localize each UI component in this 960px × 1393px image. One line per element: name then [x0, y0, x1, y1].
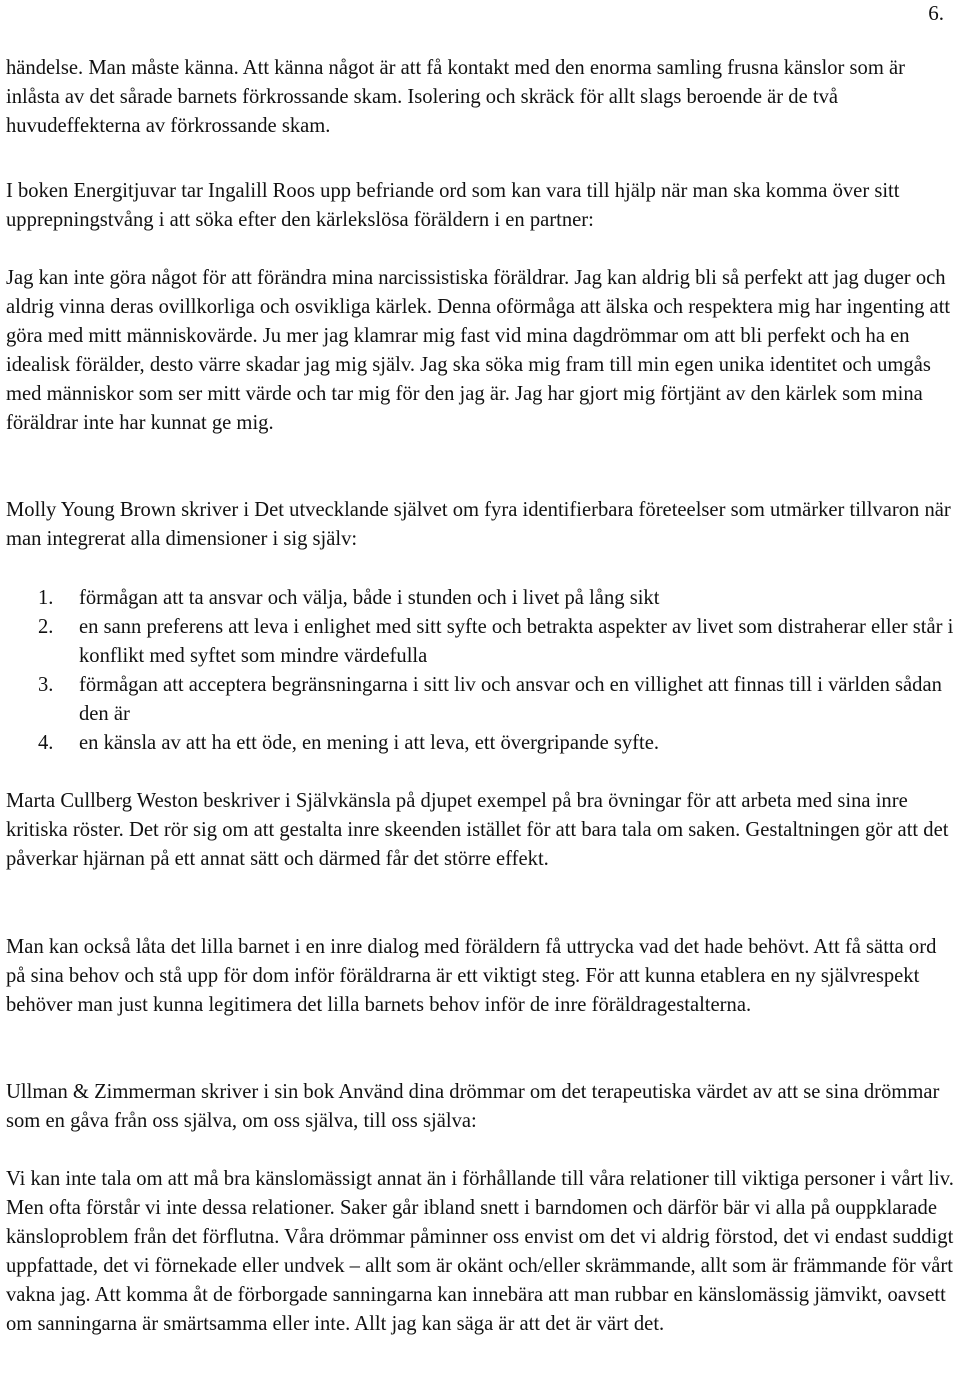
list-item-text: förmågan att ta ansvar och välja, både i stunden och i livet på lång sikt: [79, 587, 660, 609]
list-item-text: förmågan att acceptera begränsningarna i sitt liv och ansvar och en villighet att finnas till i världen sådan den är: [79, 674, 942, 725]
list-item-number: 4.: [38, 732, 54, 754]
paragraph-dream-quote: Vi kan inte tala om att må bra känslomässigt annat än i förhållande till våra relationer till viktiga personer i vårt liv. Men ofta förstår vi inte dessa relationer. Saker går ibland snett i barndomen och därför bär vi alla på ouppklarade känsloproblem från det förflutna. Våra drömmar påminner oss envist om det vi aldrig förstod, det vi endast suddigt uppfattade, det vi förnekade eller undvek – allt som är okänt och/eller skrämmande, allt som är främmande för vårt vakna jag. Att komma åt de förborgade sanningarna kan innebära att man rubbar en känslomässig jämvikt, oavsett om sanningarna är smärtsamma eller inte. Allt jag kan säga är att det är värt det.: [6, 1168, 954, 1335]
paragraph-inner-dialog: Man kan också låta det lilla barnet i en inre dialog med föräldern få uttrycka vad det hade behövt. Att få sätta ord på sina behov och stå upp för dom inför föräldrarna är ett viktigt steg. För att kunna etablera en ny självrespekt behöver man just kunna legitimera det lilla barnets behov inför de inre föräldragestalterna.: [6, 936, 937, 1016]
list-item-number: 3.: [38, 674, 54, 696]
paragraph-energitjuvar-intro: I boken Energitjuvar tar Ingalill Roos upp befriande ord som kan vara till hjälp när man ska komma över sitt upprepningstvång i att söka efter den kärlekslösa föräldern i en partner:: [6, 180, 900, 231]
paragraph-shame: händelse. Man måste känna. Att känna något är att få kontakt med den enorma samling frusna känslor som är inlåsta av det sårade barnets förkrossande skam. Isolering och skräck för allt slags beroende är de två huvudeffekterna av förkrossande skam.: [6, 57, 905, 137]
list-item: [6, 584, 956, 613]
numbered-list: [6, 584, 956, 758]
paragraph-cullberg-weston: Marta Cullberg Weston beskriver i Självkänsla på djupet exempel på bra övningar för att arbeta med sina inre kritiska röster. Det rör sig om att gestalta inre skeenden istället för att bara tala om saken. Gestaltningen gör att det påverkar hjärnan på ett annat sätt och därmed får det större effekt.: [6, 790, 949, 870]
page-number: 6.: [928, 1, 944, 25]
list-item-number: 1.: [38, 587, 54, 609]
paragraph-ullman-zimmerman: Ullman & Zimmerman skriver i sin bok Använd dina drömmar om det terapeutiska värdet av att se sina drömmar som en gåva från oss själva, om oss själva, till oss själva:: [6, 1081, 940, 1132]
list-item-text: en sann preferens att leva i enlighet med sitt syfte och betrakta aspekter av livet som distraherar eller står i konflikt med syftet som mindre värdefulla: [79, 616, 954, 667]
list-item: [6, 613, 956, 671]
list-item-number: 2.: [38, 616, 54, 638]
list-item: [6, 729, 956, 758]
list-item-text: en känsla av att ha ett öde, en mening i att leva, ett övergripande syfte.: [79, 732, 660, 754]
paragraph-affirmation: Jag kan inte göra något för att förändra mina narcissistiska föräldrar. Jag kan aldrig bli så perfekt att jag duger och aldrig vinna deras ovillkorliga och osvikliga kärlek. Denna oförmåga att älska och respektera mig har ingenting att göra med mitt människovärde. Ju mer jag klamrar mig fast vid mina dagdrömmar om att bli perfekt och ha en idealisk förälder, desto värre skadar jag mig själv. Jag ska söka mig fram till min egen unika identitet och umgås med människor som ser mitt värde och tar mig för den jag är. Jag har gjort mig förtjänt av den kärlek som mina föräldrar inte har kunnat ge mig.: [6, 267, 951, 434]
list-item: [6, 671, 956, 729]
paragraph-molly-young-brown: Molly Young Brown skriver i Det utvecklande självet om fyra identifierbara företeelser som utmärker tillvaron när man integrerat alla dimensioner i sig själv:: [6, 499, 951, 550]
